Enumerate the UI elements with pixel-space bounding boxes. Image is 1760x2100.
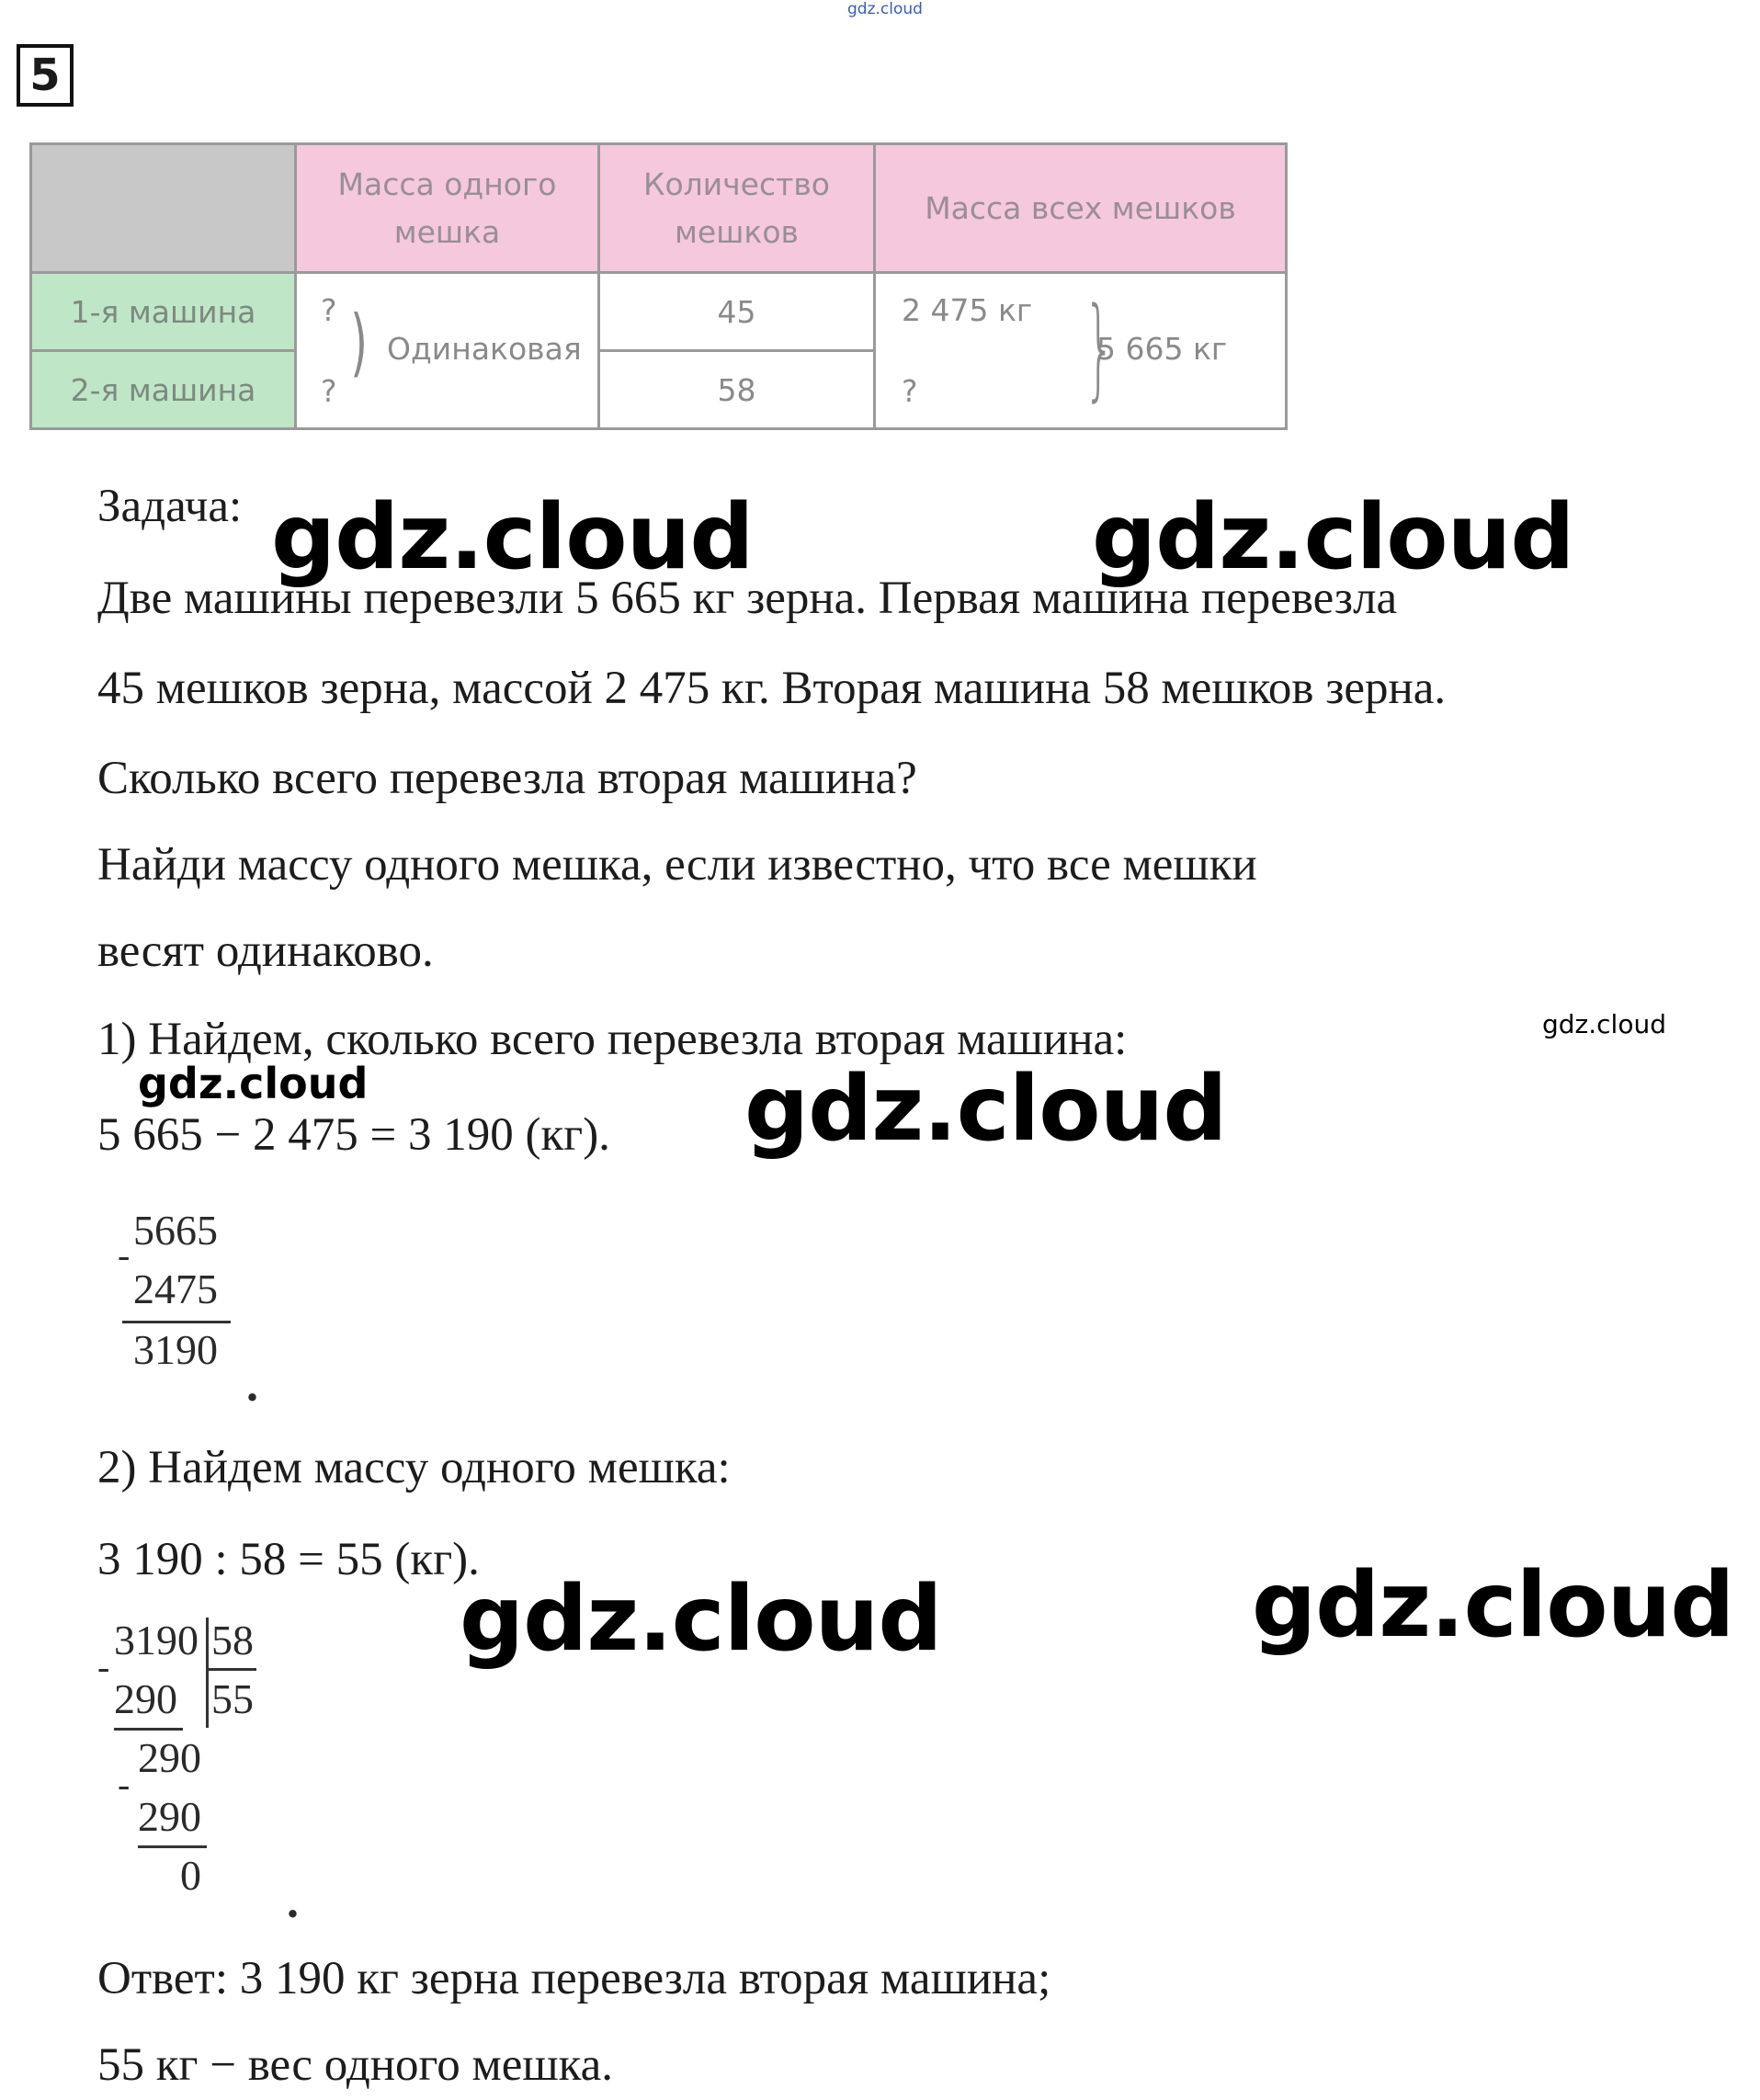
table-corner (31, 144, 296, 273)
mass-all-1: 2 475 кг (902, 292, 1033, 328)
div-rule-1 (114, 1728, 183, 1731)
div-quotient: 55 (211, 1675, 254, 1722)
div-remainder-1: 290 (138, 1734, 201, 1781)
header-mass-one: Масса одного мешка (296, 144, 599, 273)
sub-sign: - (118, 1234, 131, 1276)
watermark-5: gdz.cloud (744, 1057, 1227, 1162)
equation-1: 5 665 − 2 475 = 3 190 (кг). (97, 1109, 610, 1161)
watermark-6: gdz.cloud (460, 1567, 942, 1672)
total-label: 5 665 кг (1096, 331, 1228, 367)
sub-result: 3190 (133, 1326, 218, 1373)
watermark-3: gdz.cloud (1542, 1009, 1666, 1039)
watermark-7: gdz.cloud (1252, 1553, 1734, 1658)
answer-line-2: 55 кг − вес одного мешка. (97, 2039, 614, 2091)
watermark-4: gdz.cloud (138, 1059, 369, 1108)
div-dividend: 3190 (114, 1617, 199, 1663)
div-sign-2: - (118, 1764, 131, 1805)
task-line-1: Две машины перевезли 5 665 кг зерна. Первая машина перевезла (97, 573, 1398, 624)
sub-minuend: 5665 (133, 1207, 218, 1254)
count-2: 58 (599, 351, 875, 429)
step-2: 2) Найдем массу одного мешка: (97, 1442, 731, 1493)
mass-one-q2: ? (321, 373, 337, 409)
sub-subtrahend: 2475 (133, 1266, 218, 1312)
task-line-4: Найди массу одного мешка, если известно, что все мешки (97, 839, 1257, 891)
div-vrule (206, 1618, 209, 1728)
brace-total: } (1083, 285, 1116, 413)
watermark-top: gdz.cloud (847, 0, 923, 18)
task-heading: Задача: (97, 481, 243, 532)
div-step-1: 290 (114, 1675, 177, 1722)
step-1: 1) Найдем, сколько всего перевезла вторая машина: (97, 1014, 1128, 1065)
div-rule-2 (138, 1845, 207, 1848)
div-final: 0 (180, 1852, 201, 1899)
div-step-2: 290 (138, 1793, 201, 1840)
mass-all-2: ? (902, 373, 918, 409)
answer-line-1: Ответ: 3 190 кг зерна перевезла вторая машина; (97, 1953, 1051, 2004)
brace-same: ) (350, 300, 368, 385)
equation-2: 3 190 : 58 = 55 (кг). (97, 1534, 480, 1585)
data-table (29, 142, 1285, 427)
cell-mass-all (875, 273, 1287, 429)
watermark-1: gdz.cloud (271, 485, 754, 590)
watermark-2: gdz.cloud (1092, 485, 1574, 590)
task-line-3: Сколько всего перевезла вторая машина? (97, 753, 917, 804)
row-label-2: 2-я машина (31, 351, 296, 429)
sub-rule (122, 1321, 231, 1323)
same-label: Одинаковая (387, 331, 582, 367)
task-line-2: 45 мешков зерна, массой 2 475 кг. Вторая машина 58 мешков зерна. (97, 663, 1447, 714)
div-dot: . (287, 1876, 299, 1928)
task-line-5: весят одинаково. (97, 925, 434, 977)
div-divisor: 58 (211, 1617, 254, 1663)
mass-one-q1: ? (321, 292, 337, 328)
row-label-1: 1-я машина (31, 273, 296, 351)
div-divisor-rule (206, 1668, 256, 1671)
header-mass-all: Масса всех мешков (875, 144, 1287, 273)
header-count: Количество мешков (599, 144, 875, 273)
sub-dot: . (246, 1359, 258, 1412)
div-sign-1: - (97, 1646, 110, 1687)
task-number: 5 (17, 44, 74, 107)
cell-mass-one (296, 273, 599, 429)
count-1: 45 (599, 273, 875, 351)
